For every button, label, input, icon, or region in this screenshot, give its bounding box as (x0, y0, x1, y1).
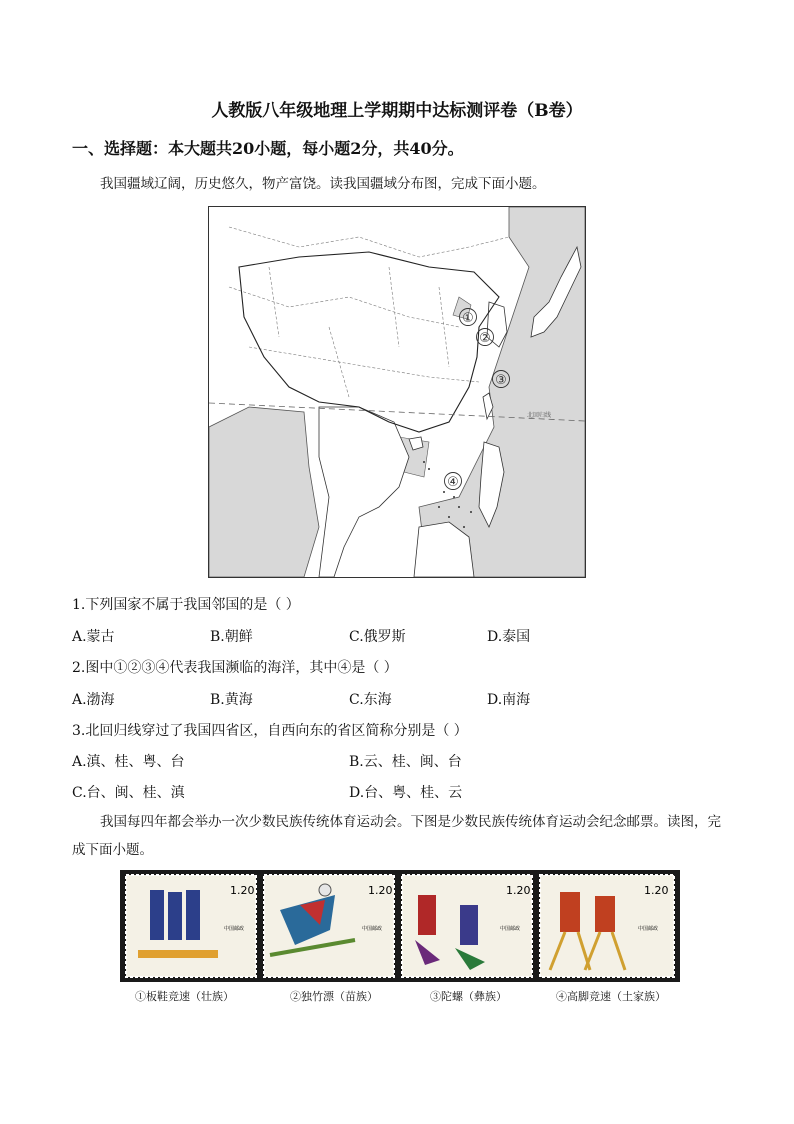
q3-option-c[interactable]: C.台、闽、桂、滇 (72, 785, 185, 801)
q3-option-d[interactable]: D.台、粤、桂、云 (349, 785, 463, 801)
q1-option-d[interactable]: D.泰国 (487, 629, 531, 645)
stamp-2 (264, 875, 394, 977)
stamp-2-price: 1.20 (368, 884, 393, 897)
stamp-1-country: 中国邮政 (224, 926, 245, 932)
q2-option-d[interactable]: D.南海 (487, 692, 531, 708)
stamp-3-country: 中国邮政 (500, 926, 521, 932)
question-1-stem: 1.下列国家不属于我国邻国的是（ ） (72, 597, 300, 613)
q1-option-b[interactable]: B.朝鲜 (210, 629, 253, 645)
stamp-4-country: 中国邮政 (638, 926, 659, 932)
q3-option-a[interactable]: A.滇、桂、粤、台 (72, 754, 185, 770)
tropic-label: 北回归线 (527, 412, 552, 419)
stamp-3-price: 1.20 (506, 884, 531, 897)
intro-paragraph-2: 我国每四年都会举办一次少数民族传统体育运动会。下图是少数民族传统体育运动会纪念邮票。读图，完成下面小题。 (72, 814, 721, 858)
q1-option-a[interactable]: A.蒙古 (72, 629, 115, 645)
question-2-stem: 2.图中①②③④代表我国濒临的海洋，其中④是（ ） (72, 660, 398, 676)
q3-option-b[interactable]: B.云、桂、闽、台 (349, 754, 462, 770)
sea-label-1: ① (462, 311, 474, 326)
stamp-2-country: 中国邮政 (362, 926, 383, 932)
q2-option-b[interactable]: B.黄海 (210, 692, 253, 708)
stamp-3 (402, 875, 532, 977)
sea-label-4: ④ (447, 475, 459, 490)
china-territory-map (208, 206, 586, 578)
question-3-stem: 3.北回归线穿过了我国四省区，自西向东的省区简称分别是（ ） (72, 723, 468, 739)
q2-option-c[interactable]: C.东海 (349, 692, 392, 708)
stamp-1 (126, 875, 256, 977)
q1-option-c[interactable]: C.俄罗斯 (349, 629, 406, 645)
stamp-4 (540, 875, 674, 977)
sea-label-2: ② (479, 331, 491, 346)
stamp-1-price: 1.20 (230, 884, 255, 897)
stamp-caption-4: ④高脚竞速（土家族） (556, 990, 666, 1003)
sea-label-3: ③ (495, 373, 507, 388)
intro-paragraph-1: 我国疆域辽阔，历史悠久，物产富饶。读我国疆域分布图，完成下面小题。 (100, 176, 546, 192)
stamp-caption-1: ①板鞋竞速（壮族） (135, 990, 234, 1003)
sea-bay-of-bengal (209, 407, 319, 577)
stamp-caption-3: ③陀螺（彝族） (430, 990, 507, 1003)
section-heading: 一、选择题：本大题共20小题，每小题2分，共40分。 (72, 139, 464, 158)
stamp-4-price: 1.20 (644, 884, 669, 897)
stamps-strip (120, 870, 680, 982)
stamp-caption-2: ②独竹漂（苗族） (290, 990, 378, 1003)
q2-option-a[interactable]: A.渤海 (72, 692, 115, 708)
page-title: 人教版八年级地理上学期期中达标测评卷（B卷） (211, 101, 583, 121)
